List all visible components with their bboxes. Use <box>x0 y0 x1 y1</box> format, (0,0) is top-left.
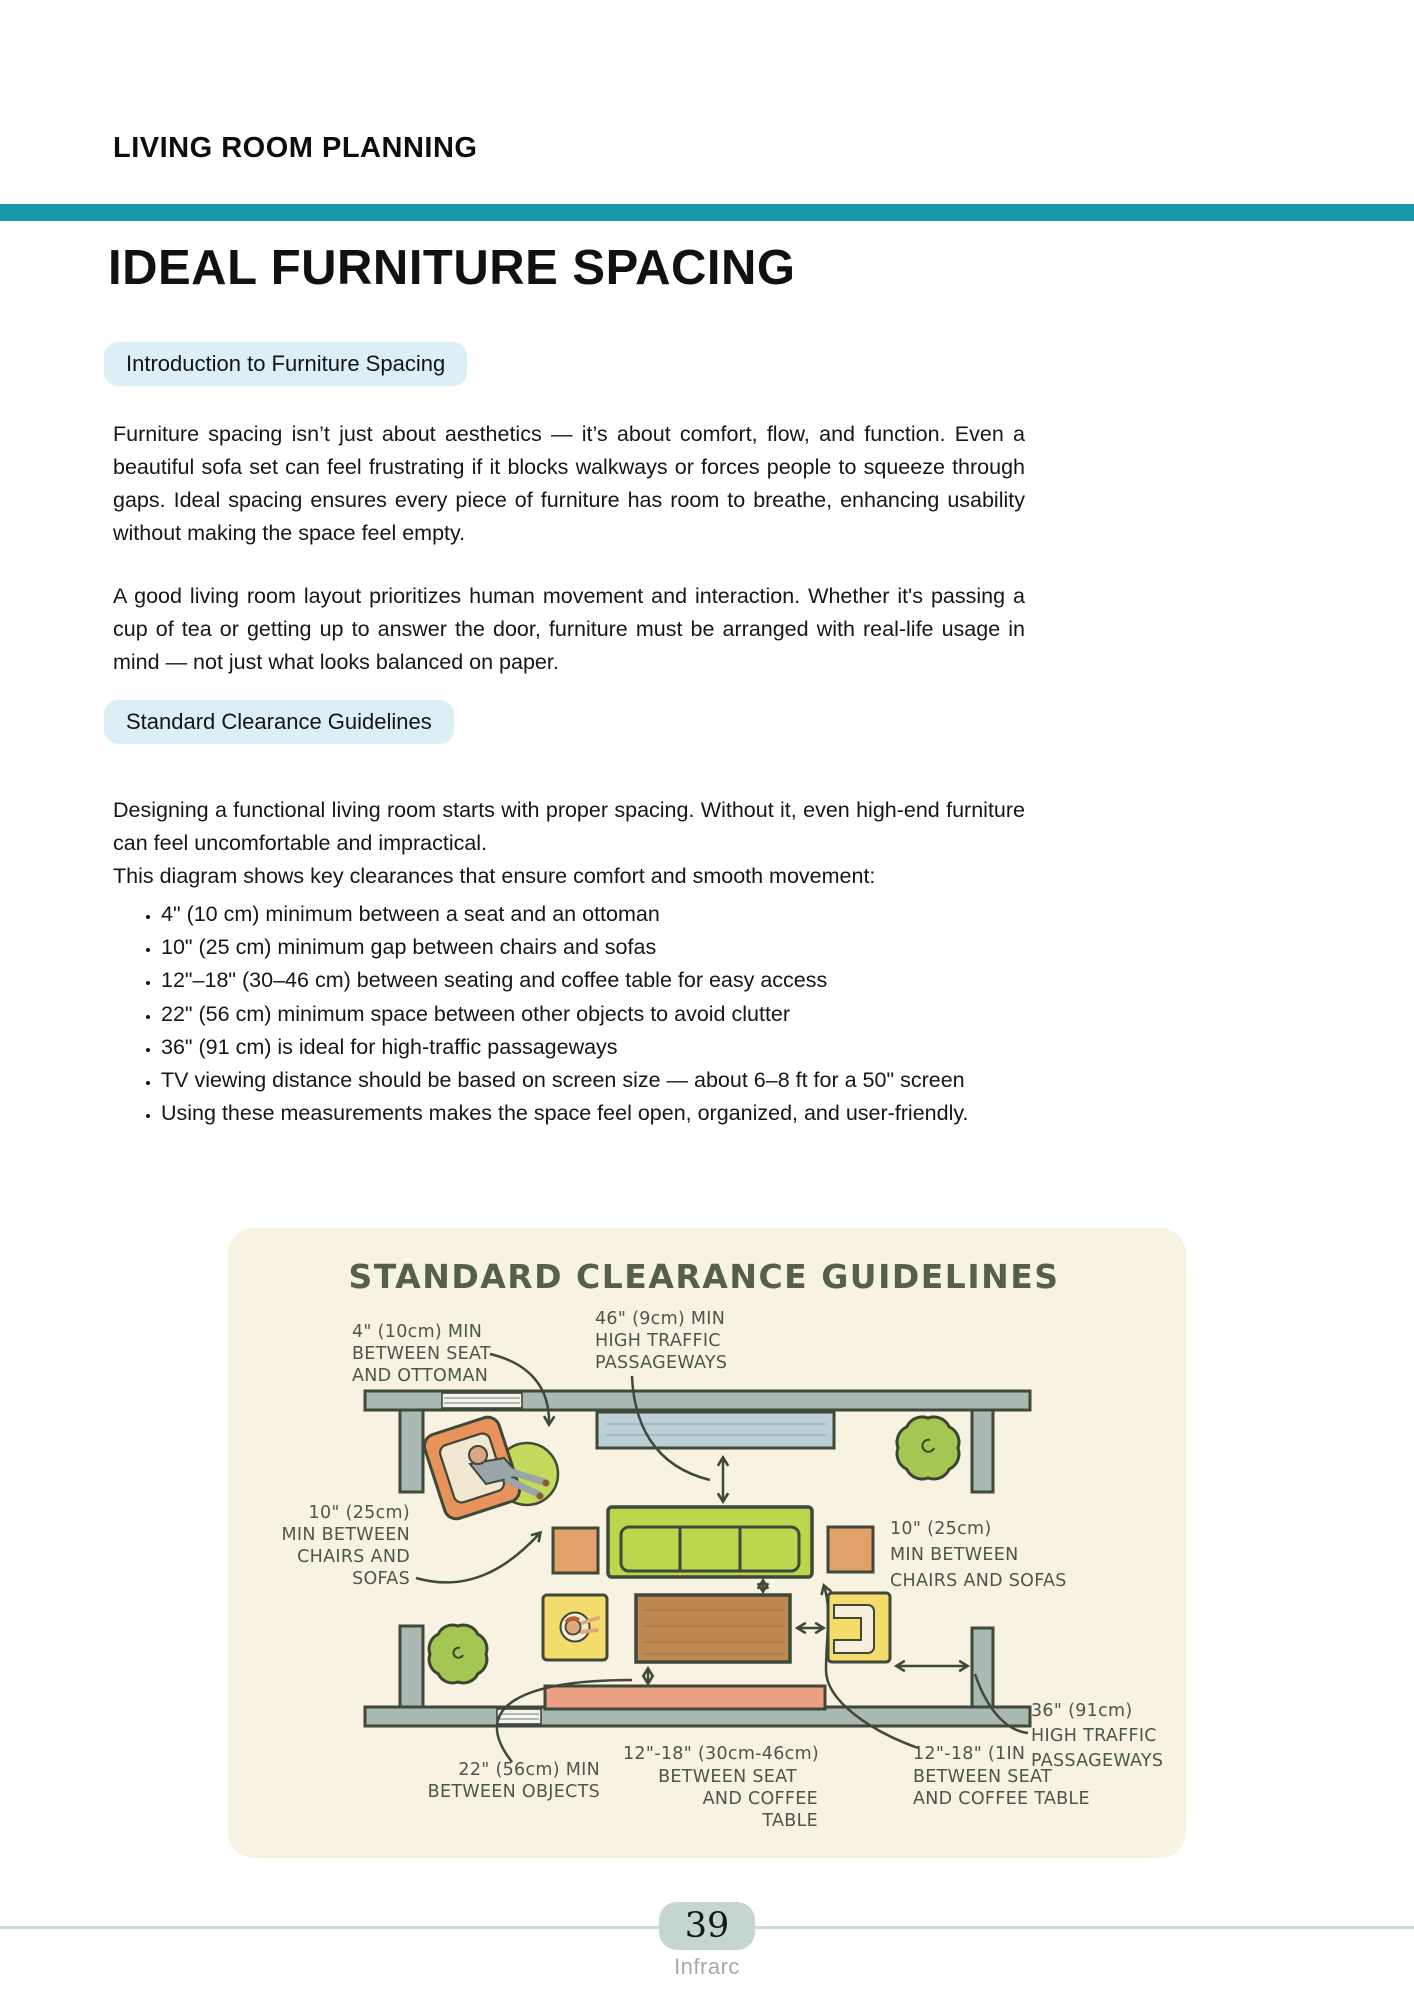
page-kicker: LIVING ROOM PLANNING <box>113 132 478 164</box>
section-heading-guidelines: Standard Clearance Guidelines <box>104 700 454 744</box>
clearance-diagram-card <box>228 1228 1186 1858</box>
svg-text:MIN BETWEEN: MIN BETWEEN <box>281 1525 410 1545</box>
svg-text:10" (25cm): 10" (25cm) <box>890 1519 992 1539</box>
guidelines-paragraph: Designing a functional living room starts with proper spacing. Without it, even high-end furniture can feel uncomfortable and impractical. <box>113 797 1025 855</box>
svg-text:46" (9cm) MIN: 46" (9cm) MIN <box>595 1309 726 1329</box>
bottom-left-wall-stub <box>400 1626 423 1707</box>
svg-text:PASSAGEWAYS: PASSAGEWAYS <box>595 1353 728 1373</box>
svg-text:BETWEEN SEAT: BETWEEN SEAT <box>913 1767 1052 1787</box>
svg-text:12"-18" (1IN: 12"-18" (1IN <box>913 1744 1026 1764</box>
svg-text:BETWEEN SEAT: BETWEEN SEAT <box>352 1344 491 1364</box>
plant-bottom-left <box>429 1625 487 1683</box>
brand-name: Infrarc <box>674 1954 740 1979</box>
svg-text:22" (56cm) MIN: 22" (56cm) MIN <box>458 1760 600 1780</box>
list-item: • 4" (10 cm) minimum between a seat and an ottoman <box>161 898 1041 931</box>
top-window <box>442 1393 522 1408</box>
svg-text:12"-18" (30cm-46cm): 12"-18" (30cm-46cm) <box>623 1744 820 1764</box>
label-chairs-sofas-left <box>282 1503 410 1589</box>
floor-plan-diagram <box>228 1228 1186 1858</box>
svg-text:10" (25cm): 10" (25cm) <box>308 1503 410 1523</box>
svg-text:AND COFFEE: AND COFFEE <box>702 1789 818 1809</box>
diagram-title: STANDARD CLEARANCE GUIDELINES <box>348 1257 1060 1296</box>
svg-text:BETWEEN OBJECTS: BETWEEN OBJECTS <box>427 1782 600 1802</box>
top-right-wall-stub <box>972 1410 993 1492</box>
page-number-badge: 39 <box>659 1902 755 1950</box>
svg-text:MIN BETWEEN: MIN BETWEEN <box>890 1545 1019 1565</box>
svg-text:BETWEEN SEAT: BETWEEN SEAT <box>658 1767 797 1787</box>
svg-text:CHAIRS AND: CHAIRS AND <box>297 1547 410 1567</box>
coffee-table <box>636 1595 790 1662</box>
list-item: • 12"–18" (30–46 cm) between seating and coffee table for easy access <box>161 964 1041 997</box>
side-table-right <box>828 1527 873 1572</box>
label-seat-coffee-center <box>623 1744 819 1831</box>
svg-text:4" (10cm) MIN: 4" (10cm) MIN <box>352 1322 483 1342</box>
accent-divider-bar <box>0 204 1414 221</box>
intro-paragraph-2: A good living room layout prioritizes human movement and interaction. Whether it's passing a cup of tea or getting up to answer the door, furniture must be arranged with real-life usage in mind — not just what looks balanced on paper. <box>113 583 1025 674</box>
svg-text:SOFAS: SOFAS <box>352 1569 410 1589</box>
top-left-wall-stub <box>400 1410 423 1492</box>
media-console <box>597 1412 834 1448</box>
seat-ottoman-arrow <box>490 1354 549 1424</box>
list-item: • Using these measurements makes the space feel open, organized, and user-friendly. <box>161 1097 1041 1130</box>
list-item: • TV viewing distance should be based on screen size — about 6–8 ft for a 50" screen <box>161 1064 1041 1097</box>
svg-text:PASSAGEWAYS: PASSAGEWAYS <box>1031 1751 1164 1771</box>
clearance-list <box>113 898 1041 1130</box>
label-seat-ottoman <box>352 1322 491 1386</box>
label-chairs-sofas-right <box>890 1519 1067 1591</box>
label-high-traffic-right <box>1031 1701 1163 1771</box>
svg-text:CHAIRS AND SOFAS: CHAIRS AND SOFAS <box>890 1571 1067 1591</box>
list-item: • 22" (56 cm) minimum space between other objects to avoid clutter <box>161 998 1041 1031</box>
clearance-list-intro: This diagram shows key clearances that ensure comfort and smooth movement: <box>113 864 876 888</box>
list-item: • 36" (91 cm) is ideal for high-traffic passageways <box>161 1031 1041 1064</box>
list-item: • 10" (25 cm) minimum gap between chairs and sofas <box>161 931 1041 964</box>
section-heading-intro: Introduction to Furniture Spacing <box>104 342 467 386</box>
plant-top-right <box>897 1417 959 1479</box>
chairs-sofas-left-arrow <box>416 1533 540 1582</box>
label-high-traffic-top <box>595 1309 727 1373</box>
label-between-objects <box>428 1760 600 1802</box>
side-table-left <box>553 1528 598 1573</box>
svg-text:HIGH TRAFFIC: HIGH TRAFFIC <box>1031 1726 1157 1746</box>
bench <box>545 1686 825 1709</box>
svg-text:AND OTTOMAN: AND OTTOMAN <box>352 1366 489 1386</box>
svg-text:TABLE: TABLE <box>762 1811 818 1831</box>
page-title: IDEAL FURNITURE SPACING <box>108 241 796 295</box>
furniture <box>421 1412 959 1709</box>
intro-paragraph-1: Furniture spacing isn’t just about aesthetics — it’s about comfort, flow, and function. Even a beautiful sofa set can feel frustrating if it blocks walkways or forces people to squeeze through gaps. Ideal spacing ensures every piece of furniture has room to breathe, enhancing usability without making the space feel empty. <box>113 421 1025 545</box>
svg-text:36" (91cm): 36" (91cm) <box>1031 1701 1133 1721</box>
svg-text:HIGH TRAFFIC: HIGH TRAFFIC <box>595 1331 721 1351</box>
svg-text:AND COFFEE TABLE: AND COFFEE TABLE <box>913 1789 1090 1809</box>
sofa <box>608 1507 812 1577</box>
